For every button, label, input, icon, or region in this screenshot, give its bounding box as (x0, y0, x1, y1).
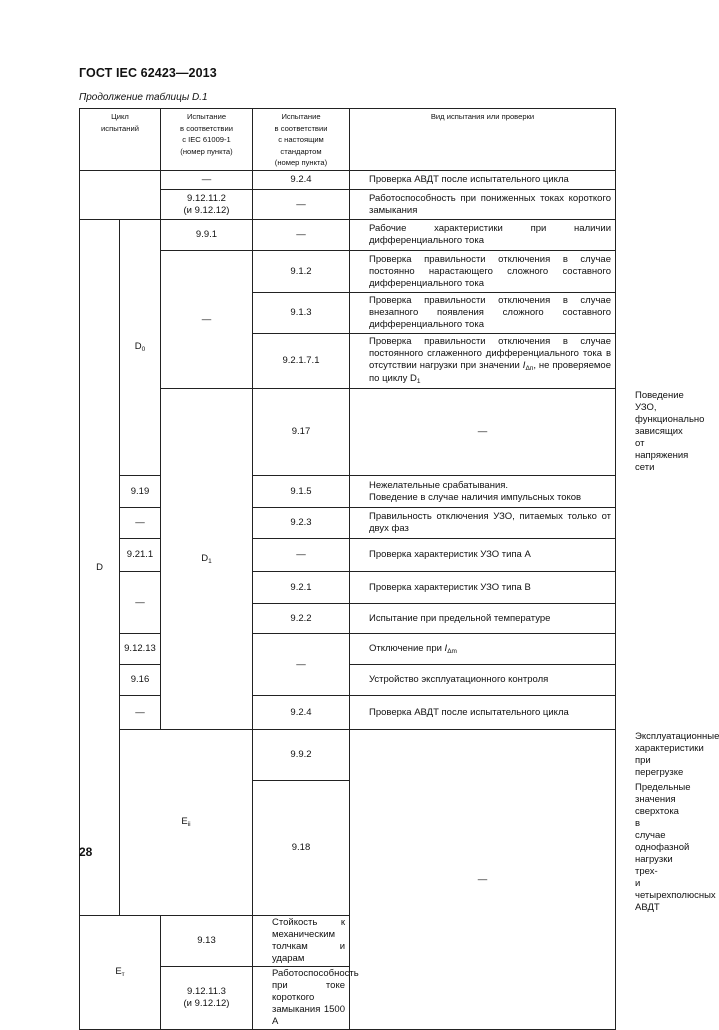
table-row: — 9.2.4 Проверка АВДТ после испытательного цикла (80, 696, 616, 730)
table-row: — 9.2.4 Проверка АВДТ после испытательного цикла (80, 171, 616, 190)
table-row: 9.16 Устройство эксплуатационного контроля (80, 665, 616, 696)
table-row: D $D_0$ 9.9.1 — Рабочие характеристики при наличии дифференциального тока (80, 220, 616, 251)
page-number: 28 (79, 845, 93, 859)
col-header-iec61009: Испытание в соответствии с IEC 61009-1 (номер пункта) (161, 109, 253, 171)
table-row: 9.12.13 — Отключение при $I_{\Delta m}$ (80, 634, 616, 665)
cycle-d0: $D_0$ (120, 220, 161, 476)
col-header-this-standard: Испытание в соответствии с настоящим стандартом (номер пункта) (253, 109, 350, 171)
cycle-et: $E_т$ (80, 916, 161, 1030)
col-header-cycle: Цикл испытаний (80, 109, 161, 171)
table-row: 9.1.3 Проверка правильности отключения в случае внезапного появления сложного составного дифференциального тока (80, 293, 616, 334)
cycle-d1: $D_1$ (161, 389, 253, 730)
table-row: 9.19 9.1.5 Нежелательные срабатывания. Поведение в случае наличия импульсных токов (80, 476, 616, 508)
cycle-ei: $E_{ii}$ (120, 730, 253, 916)
row-text-trip: Отключение при $I_{\Delta m}$ (350, 634, 616, 665)
table-row: 9.18 Предельные значения сверхтока в случае однофазной нагрузки трех- и четырехполюсных АВДТ (80, 781, 616, 916)
row-text-dc-trip: Проверка правильности отключения в случае постоянного сглаженного дифференциального тока в отсутствии нагрузки при значении $I_{\Delta п}$, не проверяемое по циклу $D_1$ (350, 334, 616, 389)
table-row: 9.12.11.2 (и 9.12.12) — Работоспособность при пониженных токах короткого замыкания (80, 190, 616, 220)
test-table (79, 108, 719, 1030)
table-row: 9.12.11.3 (и 9.12.12) Работоспособность при токе короткого замыкания 1500 А (80, 967, 616, 1030)
table-row: $E_{ii}$ 9.9.2 — Эксплуатационные характеристики при перегрузке (80, 730, 616, 781)
table-row: 9.2.1.7.1 Проверка правильности отключения в случае постоянного сглаженного дифференциального тока в отсутствии нагрузки при значении $I_{\Delta п}$, не проверяемое по циклу $D_1$ (80, 334, 616, 389)
document-header: ГОСТ IEC 62423—2013 (79, 66, 217, 80)
table-row: — 9.1.2 Проверка правильности отключения в случае постоянно нарастающего сложного составного дифференциального тока (80, 251, 616, 293)
table-row: 9.2.2 Испытание при предельной температуре (80, 604, 616, 634)
table-row: — 9.2.1 Проверка характеристик УЗО типа В (80, 572, 616, 604)
table-row: $D_1$ 9.17 — Поведение УЗО, функционально зависящих от напряжения сети (80, 389, 616, 476)
table-caption: Продолжение таблицы D.1 (79, 92, 208, 103)
table-row: $E_т$ 9.13 Стойкость к механическим толчкам и ударам (80, 916, 616, 967)
cycle-d: D (80, 220, 120, 916)
col-header-kind: Вид испытания или проверки (350, 109, 616, 171)
table-row: 9.21.1 — Проверка характеристик УЗО типа А (80, 539, 616, 572)
cycle-cell-empty (80, 171, 161, 220)
table-row: — 9.2.3 Правильность отключения УЗО, питаемых только от двух фаз (80, 508, 616, 539)
table-header-row (80, 109, 616, 171)
